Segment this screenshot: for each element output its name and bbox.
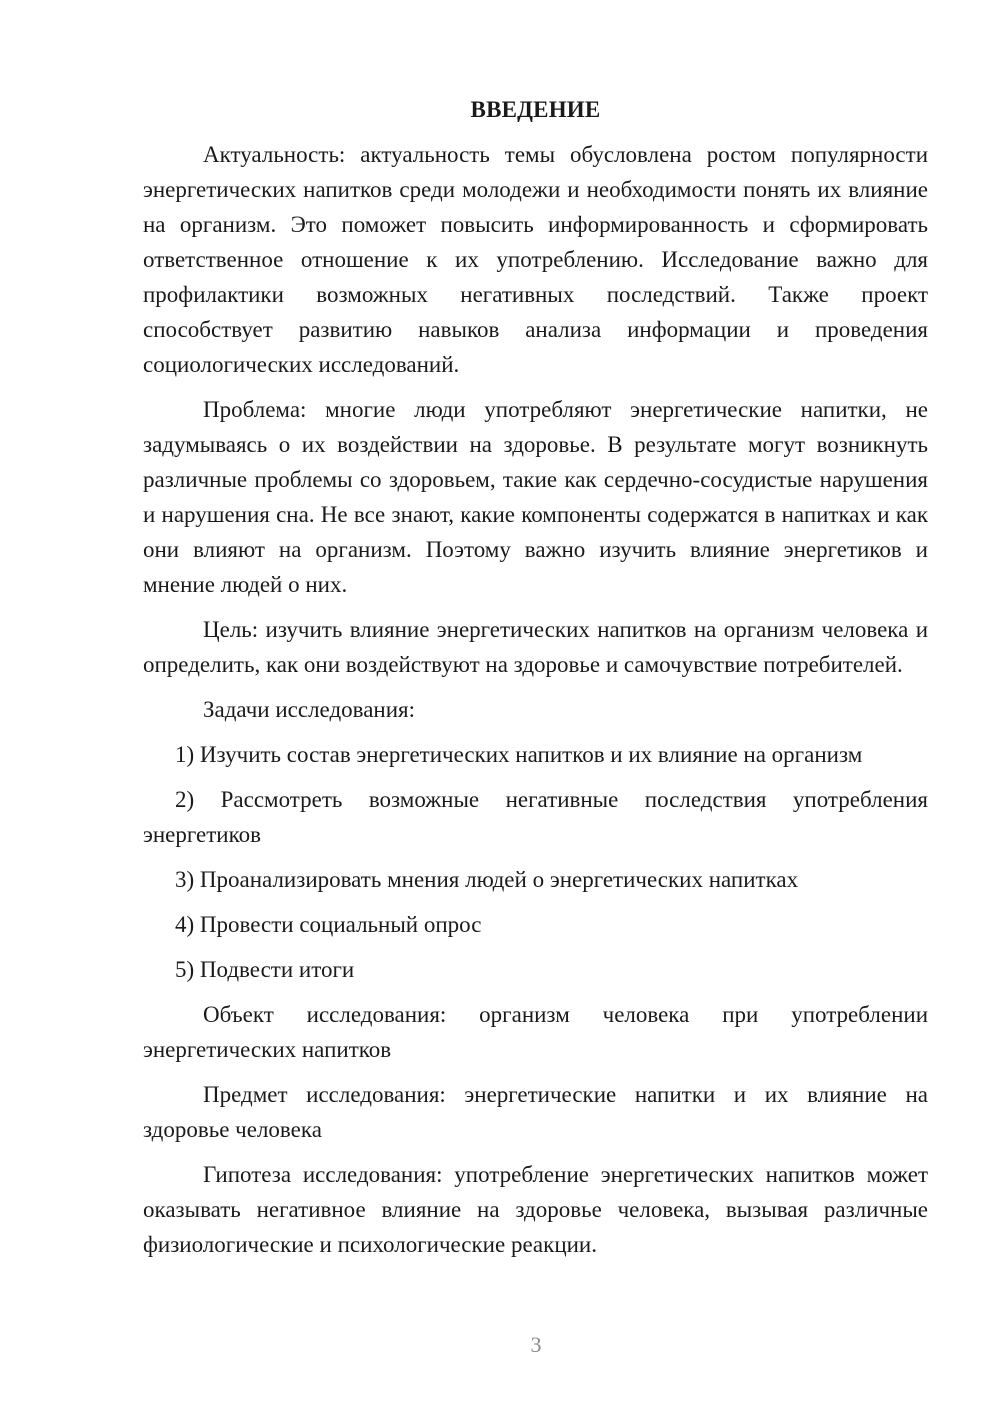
object-paragraph: Объект исследования: организм человека при употреблении энергетических напитков: [143, 1002, 928, 1062]
relevance-paragraph: Актуальность: актуальность темы обусловлена ростом популярности энергетических напитков среди молодежи и необходимости понять их влияние на организм. Это поможет повысить информированность и сформировать ответственное отношение к их употреблению. Исследование важно для профилактики возможных негативных последствий. Также проект способствует развитию навыков анализа информации и проведения социологических исследований.: [143, 142, 928, 377]
task-item: 1) Изучить состав энергетических напитков и их влияние на организм: [175, 742, 863, 767]
task-item: 4) Провести социальный опрос: [175, 912, 482, 937]
task-item: 2) Рассмотреть возможные негативные последствия употребления энергетиков: [143, 787, 928, 847]
subject-paragraph: Предмет исследования: энергетические напитки и их влияние на здоровье человека: [143, 1082, 928, 1142]
tasks-heading: Задачи исследования:: [203, 697, 416, 722]
task-item: 5) Подвести итоги: [175, 957, 355, 982]
page-number: 3: [530, 1332, 542, 1357]
task-item: 3) Проанализировать мнения людей о энергетических напитках: [175, 867, 799, 892]
goal-paragraph: Цель: изучить влияние энергетических напитков на организм человека и определить, как они воздействуют на здоровье и самочувствие потребителей.: [143, 617, 928, 677]
section-title: ВВЕДЕНИЕ: [470, 97, 601, 122]
hypothesis-paragraph: Гипотеза исследования: употребление энергетических напитков может оказывать негативное влияние на здоровье человека, вызывая различные физиологические и психологические реакции.: [143, 1162, 928, 1257]
problem-paragraph: Проблема: многие люди употребляют энергетические напитки, не задумываясь о их воздействии на здоровье. В результате могут возникнуть различные проблемы со здоровьем, такие как сердечно-сосудистые нарушения и нарушения сна. Не все знают, какие компоненты содержатся в напитках и как они влияют на организм. Поэтому важно изучить влияние энергетиков и мнение людей о них.: [143, 397, 928, 597]
page-content: [143, 92, 928, 1272]
